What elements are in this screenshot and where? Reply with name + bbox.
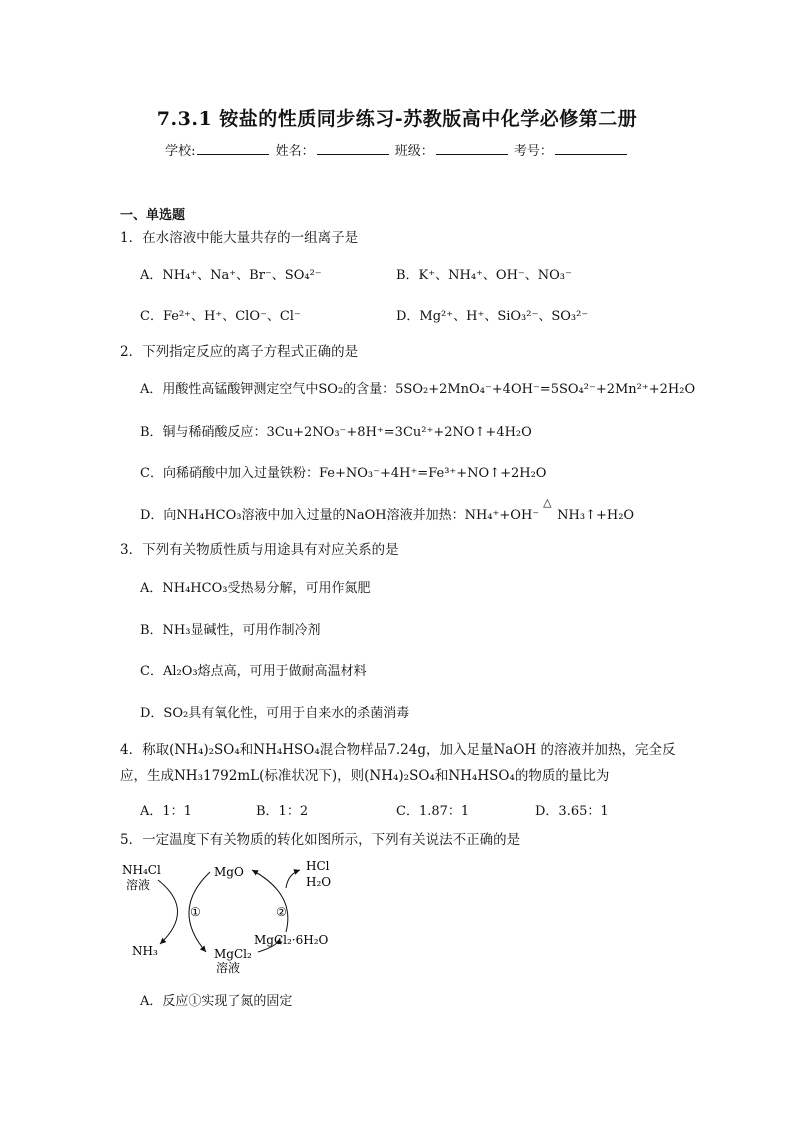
student-info-line: [0, 140, 794, 159]
question-4-stem-line1: 4．称取(NH₄)₂SO₄和NH₄HSO₄混合物样品7.24g，加入足量NaOH 的溶液并加热，完全反: [120, 742, 676, 758]
q4-option-c[interactable]: C．1.87：1: [396, 804, 470, 819]
school-blank[interactable]: [197, 143, 269, 155]
q1-option-b[interactable]: B．K⁺、NH₄⁺、OH⁻、NO₃⁻: [396, 268, 572, 283]
arrow-to-hcl: [286, 870, 300, 888]
solution-label-1: 溶液: [126, 878, 151, 892]
q2-option-b[interactable]: B．铜与稀硝酸反应：3Cu+2NO₃⁻+8H⁺=3Cu²⁺+2NO↑+4H₂O: [140, 425, 532, 440]
q3-option-a[interactable]: A．NH₄HCO₃受热易分解，可用作氮肥: [140, 581, 371, 596]
h2o-label: H₂O: [306, 875, 332, 889]
hcl-label: HCl: [306, 859, 330, 873]
mgo-label: MgO: [214, 865, 244, 879]
exam-no-label: 考号：: [513, 144, 553, 159]
q4-option-d[interactable]: D．3.65：1: [535, 804, 609, 819]
class-label: 班级：: [394, 144, 434, 159]
nh4cl-label: NH₄Cl: [122, 863, 161, 877]
class-blank[interactable]: [436, 143, 508, 155]
q2-option-d-text: D．向NH₄HCO₃溶液中加入过量的NaOH溶液并加热：NH₄⁺+OH⁻: [140, 508, 540, 523]
conversion-diagram: [118, 858, 348, 978]
exam-no-blank[interactable]: [555, 143, 627, 155]
mgcl2-hydrate-label: MgCl₂·6H₂O: [254, 933, 329, 947]
question-2-stem: 2．下列指定反应的离子方程式正确的是: [120, 344, 359, 360]
q5-option-a[interactable]: A．反应①实现了氮的固定: [140, 994, 293, 1009]
heat-symbol: △: [543, 496, 552, 509]
name-label: 姓名：: [275, 144, 315, 159]
question-4-stem-line2: 应，生成NH₃1792mL(标准状况下)，则(NH₄)₂SO₄和NH₄HSO₄的物质的量比为: [120, 768, 610, 784]
school-label: 学校:: [165, 144, 196, 159]
q1-option-d[interactable]: D．Mg²⁺、H⁺、SiO₃²⁻、SO₃²⁻: [396, 309, 589, 324]
arrow-nh4cl-to-nh3: [158, 880, 178, 944]
q3-option-c[interactable]: C．Al₂O₃熔点高，可用于做耐高温材料: [140, 664, 367, 679]
q3-option-b[interactable]: B．NH₃显碱性，可用作制冷剂: [140, 623, 321, 638]
name-blank[interactable]: [317, 143, 389, 155]
step-2-label: ②: [276, 905, 287, 919]
question-3-stem: 3．下列有关物质性质与用途具有对应关系的是: [120, 542, 399, 558]
nh3-label: NH₃: [132, 944, 158, 958]
q2-option-c[interactable]: C．向稀硝酸中加入过量铁粉：Fe+NO₃⁻+4H⁺=Fe³⁺+NO↑+2H₂O: [140, 466, 547, 481]
q1-option-c[interactable]: C．Fe²⁺、H⁺、ClO⁻、Cl⁻: [140, 309, 301, 324]
question-1-stem: 1．在水溶液中能大量共存的一组离子是: [120, 230, 359, 246]
q4-option-b[interactable]: B．1：2: [256, 804, 309, 819]
solution-label-2: 溶液: [216, 961, 241, 975]
q2-option-a[interactable]: A．用酸性高锰酸钾测定空气中SO₂的含量：5SO₂+2MnO₄⁻+4OH⁻=5SO₄²⁻+2Mn²⁺+2H₂O: [140, 382, 696, 397]
q2-option-d-products: NH₃↑+H₂O: [557, 508, 635, 523]
arrow-hydrate-to-mgo: [252, 870, 288, 932]
question-5-stem: 5．一定温度下有关物质的转化如图所示，下列有关说法不正确的是: [120, 832, 521, 848]
q4-option-a[interactable]: A．1：1: [140, 804, 192, 819]
mgcl2-label: MgCl₂: [214, 947, 252, 961]
q2-option-d[interactable]: [140, 496, 635, 523]
heat-arrow: [539, 496, 557, 523]
page-title: 7.3.1 铵盐的性质同步练习-苏教版高中化学必修第二册: [156, 108, 638, 130]
step-1-label: ①: [190, 905, 201, 919]
q1-option-a[interactable]: A．NH₄⁺、Na⁺、Br⁻、SO₄²⁻: [140, 268, 322, 283]
q3-option-d[interactable]: D．SO₂具有氧化性，可用于自来水的杀菌消毒: [140, 706, 410, 721]
section-heading: 一、单选题: [120, 208, 186, 223]
